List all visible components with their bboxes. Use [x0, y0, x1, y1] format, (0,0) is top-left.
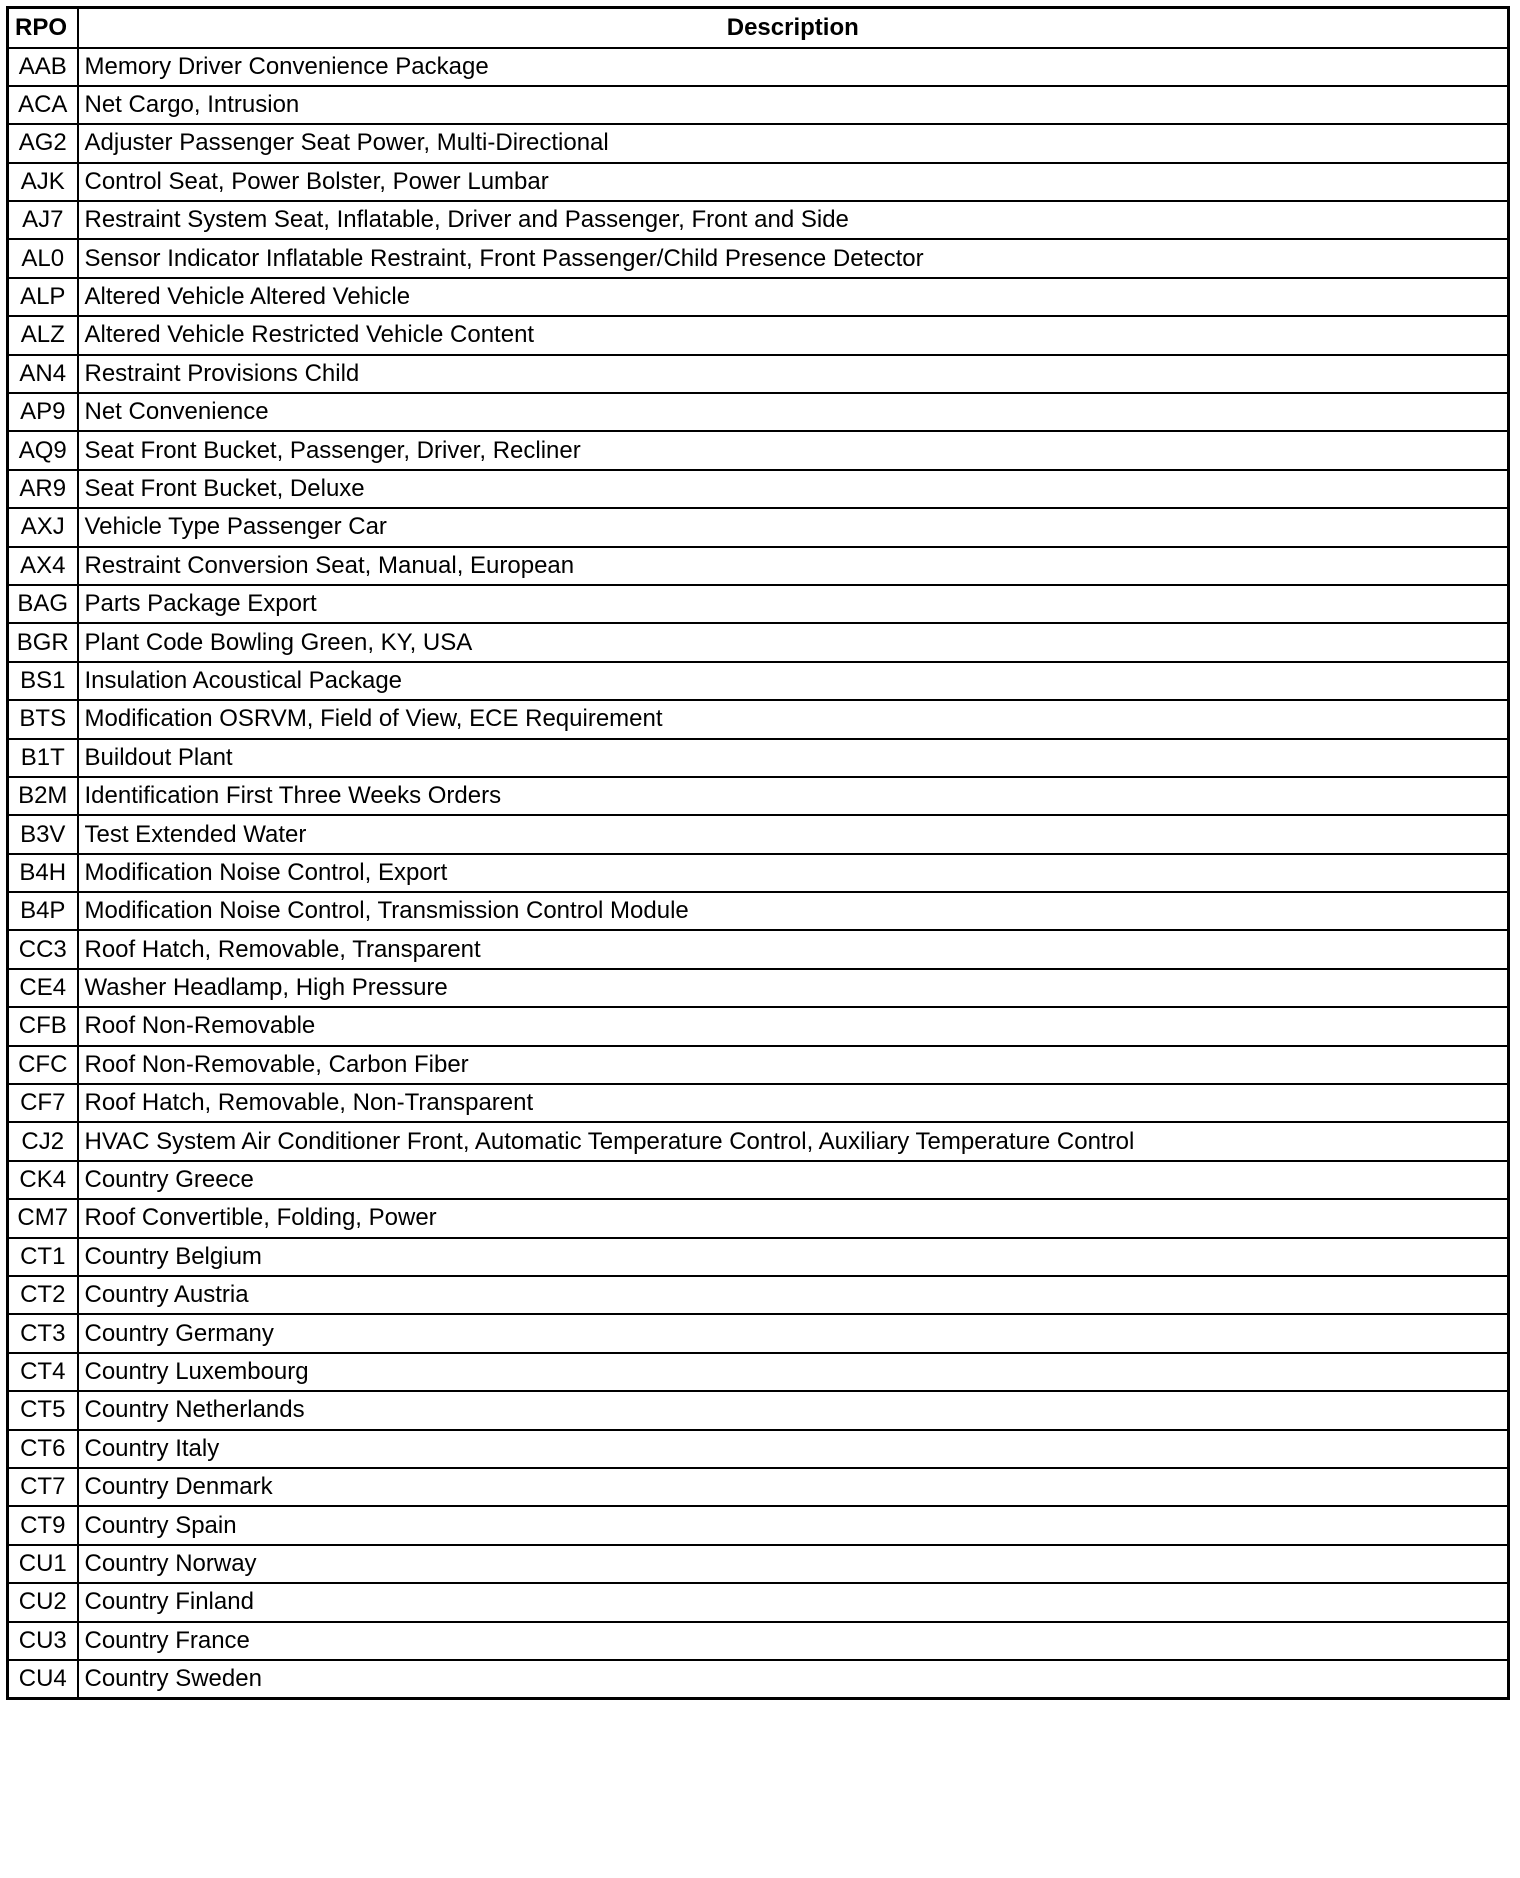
- rpo-code-cell: CT7: [8, 1468, 78, 1506]
- rpo-code-cell: CM7: [8, 1199, 78, 1237]
- table-row: [8, 700, 1509, 738]
- description-cell: Parts Package Export: [78, 585, 1509, 623]
- description-cell: Altered Vehicle Restricted Vehicle Content: [78, 316, 1509, 354]
- table-row: [8, 1238, 1509, 1276]
- description-cell: Country France: [78, 1622, 1509, 1660]
- table-row: [8, 163, 1509, 201]
- rpo-code-cell: ALP: [8, 278, 78, 316]
- table-row: [8, 239, 1509, 277]
- rpo-code-cell: AXJ: [8, 508, 78, 546]
- table-row: [8, 1468, 1509, 1506]
- rpo-code-cell: CE4: [8, 969, 78, 1007]
- rpo-code-cell: AJ7: [8, 201, 78, 239]
- description-cell: Country Germany: [78, 1314, 1509, 1352]
- description-column-header: Description: [78, 8, 1509, 48]
- description-cell: Country Sweden: [78, 1660, 1509, 1698]
- description-cell: Country Netherlands: [78, 1391, 1509, 1429]
- table-row: [8, 1391, 1509, 1429]
- rpo-code-cell: CFB: [8, 1007, 78, 1045]
- rpo-code-cell: CU3: [8, 1622, 78, 1660]
- table-row: [8, 1276, 1509, 1314]
- table-row: [8, 1007, 1509, 1045]
- rpo-code-cell: AL0: [8, 239, 78, 277]
- table-row: [8, 1046, 1509, 1084]
- description-cell: Altered Vehicle Altered Vehicle: [78, 278, 1509, 316]
- description-cell: Country Greece: [78, 1161, 1509, 1199]
- description-cell: HVAC System Air Conditioner Front, Automatic Temperature Control, Auxiliary Temperature Control: [78, 1122, 1509, 1160]
- rpo-code-cell: AN4: [8, 355, 78, 393]
- table-row: [8, 623, 1509, 661]
- table-row: [8, 508, 1509, 546]
- description-cell: Plant Code Bowling Green, KY, USA: [78, 623, 1509, 661]
- description-cell: Control Seat, Power Bolster, Power Lumbar: [78, 163, 1509, 201]
- rpo-code-cell: ACA: [8, 86, 78, 124]
- table-header: [8, 8, 1509, 48]
- description-cell: Seat Front Bucket, Passenger, Driver, Recliner: [78, 431, 1509, 469]
- table-row: [8, 969, 1509, 1007]
- table-row: [8, 1506, 1509, 1544]
- description-cell: Modification Noise Control, Transmission Control Module: [78, 892, 1509, 930]
- description-cell: Roof Non-Removable: [78, 1007, 1509, 1045]
- description-cell: Restraint Conversion Seat, Manual, European: [78, 547, 1509, 585]
- table-row: [8, 1084, 1509, 1122]
- rpo-table: [6, 6, 1510, 1700]
- table-row: [8, 393, 1509, 431]
- rpo-code-cell: CK4: [8, 1161, 78, 1199]
- table-row: [8, 470, 1509, 508]
- description-cell: Adjuster Passenger Seat Power, Multi-Directional: [78, 124, 1509, 162]
- description-cell: Memory Driver Convenience Package: [78, 48, 1509, 86]
- rpo-code-cell: BAG: [8, 585, 78, 623]
- rpo-code-cell: AJK: [8, 163, 78, 201]
- rpo-code-cell: CU4: [8, 1660, 78, 1698]
- table-row: [8, 1430, 1509, 1468]
- description-cell: Country Finland: [78, 1583, 1509, 1621]
- table-row: [8, 892, 1509, 930]
- table-row: [8, 930, 1509, 968]
- rpo-code-cell: CT9: [8, 1506, 78, 1544]
- table-row: [8, 86, 1509, 124]
- table-row: [8, 1161, 1509, 1199]
- description-cell: Roof Non-Removable, Carbon Fiber: [78, 1046, 1509, 1084]
- rpo-code-cell: B1T: [8, 739, 78, 777]
- table-row: [8, 662, 1509, 700]
- table-row: [8, 1545, 1509, 1583]
- table-row: [8, 1583, 1509, 1621]
- description-cell: Buildout Plant: [78, 739, 1509, 777]
- rpo-code-cell: CU1: [8, 1545, 78, 1583]
- table-row: [8, 316, 1509, 354]
- rpo-code-cell: BS1: [8, 662, 78, 700]
- description-cell: Test Extended Water: [78, 815, 1509, 853]
- rpo-code-cell: CT1: [8, 1238, 78, 1276]
- description-cell: Country Luxembourg: [78, 1353, 1509, 1391]
- table-row: [8, 777, 1509, 815]
- description-cell: Roof Hatch, Removable, Transparent: [78, 930, 1509, 968]
- header-row: [8, 8, 1509, 48]
- description-cell: Sensor Indicator Inflatable Restraint, Front Passenger/Child Presence Detector: [78, 239, 1509, 277]
- rpo-column-header: RPO: [8, 8, 78, 48]
- description-cell: Country Italy: [78, 1430, 1509, 1468]
- table-row: [8, 431, 1509, 469]
- rpo-code-cell: AP9: [8, 393, 78, 431]
- table-row: [8, 815, 1509, 853]
- description-cell: Washer Headlamp, High Pressure: [78, 969, 1509, 1007]
- table-row: [8, 1353, 1509, 1391]
- description-cell: Roof Hatch, Removable, Non-Transparent: [78, 1084, 1509, 1122]
- description-cell: Net Cargo, Intrusion: [78, 86, 1509, 124]
- rpo-code-cell: CT5: [8, 1391, 78, 1429]
- rpo-code-cell: CFC: [8, 1046, 78, 1084]
- rpo-code-cell: AG2: [8, 124, 78, 162]
- rpo-code-cell: CT4: [8, 1353, 78, 1391]
- table-row: [8, 854, 1509, 892]
- rpo-code-cell: AQ9: [8, 431, 78, 469]
- rpo-code-cell: BGR: [8, 623, 78, 661]
- table-row: [8, 739, 1509, 777]
- table-row: [8, 1199, 1509, 1237]
- table-row: [8, 1314, 1509, 1352]
- description-cell: Modification OSRVM, Field of View, ECE Requirement: [78, 700, 1509, 738]
- description-cell: Country Denmark: [78, 1468, 1509, 1506]
- table-row: [8, 547, 1509, 585]
- table-row: [8, 124, 1509, 162]
- description-cell: Country Spain: [78, 1506, 1509, 1544]
- rpo-code-cell: B4P: [8, 892, 78, 930]
- rpo-code-cell: CT2: [8, 1276, 78, 1314]
- table-body: [8, 48, 1509, 1699]
- description-cell: Roof Convertible, Folding, Power: [78, 1199, 1509, 1237]
- rpo-code-cell: CC3: [8, 930, 78, 968]
- rpo-code-cell: B4H: [8, 854, 78, 892]
- description-cell: Modification Noise Control, Export: [78, 854, 1509, 892]
- rpo-code-cell: ALZ: [8, 316, 78, 354]
- description-cell: Identification First Three Weeks Orders: [78, 777, 1509, 815]
- description-cell: Country Norway: [78, 1545, 1509, 1583]
- description-cell: Restraint System Seat, Inflatable, Driver and Passenger, Front and Side: [78, 201, 1509, 239]
- rpo-code-cell: CJ2: [8, 1122, 78, 1160]
- table-row: [8, 201, 1509, 239]
- description-cell: Country Austria: [78, 1276, 1509, 1314]
- rpo-code-cell: AAB: [8, 48, 78, 86]
- rpo-code-cell: AX4: [8, 547, 78, 585]
- rpo-code-cell: CT6: [8, 1430, 78, 1468]
- table-row: [8, 278, 1509, 316]
- description-cell: Insulation Acoustical Package: [78, 662, 1509, 700]
- description-cell: Restraint Provisions Child: [78, 355, 1509, 393]
- rpo-code-cell: BTS: [8, 700, 78, 738]
- description-cell: Seat Front Bucket, Deluxe: [78, 470, 1509, 508]
- description-cell: Country Belgium: [78, 1238, 1509, 1276]
- rpo-code-cell: B3V: [8, 815, 78, 853]
- rpo-code-cell: AR9: [8, 470, 78, 508]
- table-row: [8, 355, 1509, 393]
- rpo-code-cell: CT3: [8, 1314, 78, 1352]
- table-row: [8, 48, 1509, 86]
- rpo-code-cell: CU2: [8, 1583, 78, 1621]
- description-cell: Net Convenience: [78, 393, 1509, 431]
- table-row: [8, 1122, 1509, 1160]
- rpo-code-cell: CF7: [8, 1084, 78, 1122]
- table-row: [8, 585, 1509, 623]
- table-row: [8, 1660, 1509, 1698]
- table-row: [8, 1622, 1509, 1660]
- description-cell: Vehicle Type Passenger Car: [78, 508, 1509, 546]
- rpo-code-cell: B2M: [8, 777, 78, 815]
